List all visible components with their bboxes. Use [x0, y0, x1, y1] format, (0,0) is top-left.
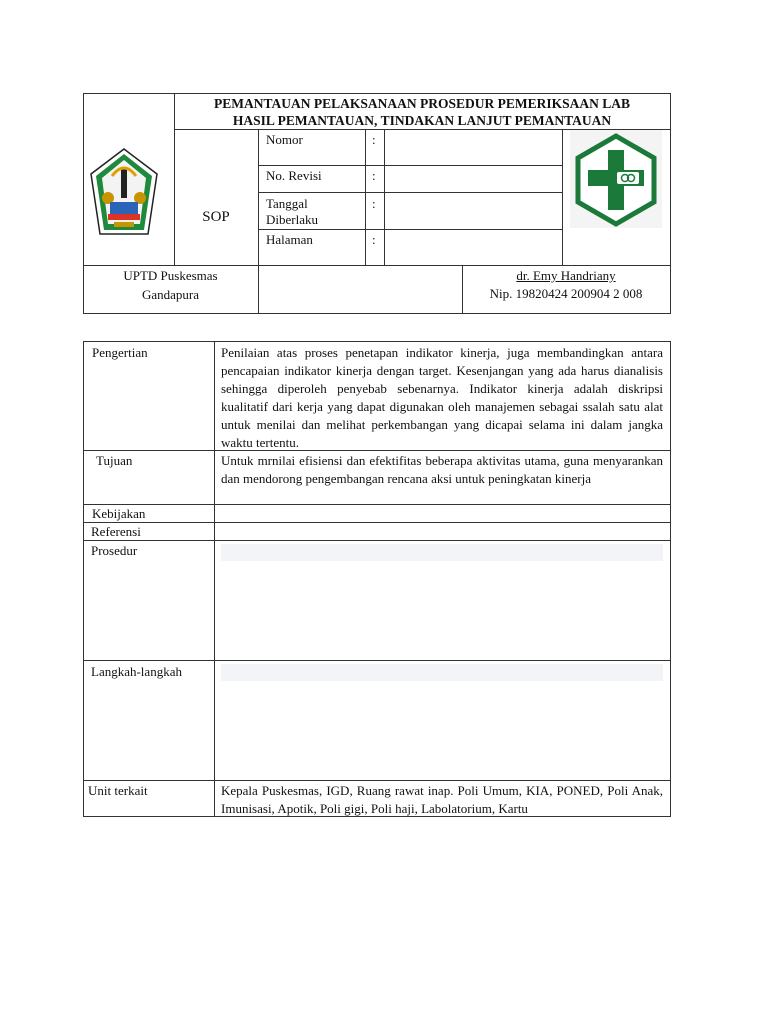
field-tanggal-label-line1: Tanggal	[266, 196, 308, 211]
field-nomor-colon: :	[372, 132, 376, 147]
langkah-empty-field	[221, 664, 663, 681]
field-nomor-label: Nomor	[266, 132, 303, 147]
field-halaman-label: Halaman	[266, 232, 313, 247]
tujuan-text: Untuk mrnilai efisiensi dan efektifitas beberapa aktivitas utama, guna menyarankan dan mendorong pengembangan rencana aksi untuk peningkatan kinerja	[221, 453, 663, 486]
pengertian-text: Penilaian atas proses penetapan indikator kinerja, juga membandingkan antara pencapaian indikator kinerja dengan target. Kesenjangan yang ada harus dianalisis sehingga diperoleh penyebab sebenarnya. Indikator kinerja adalah diskripsi kualitatif dari kerja yang dapat digunakan oleh manajemen sebagai ssalah satu alat untuk menilai dan melihat perkembangan yang dicapai selama ini dalam jangka waktu tertentu.	[221, 345, 663, 450]
field-tanggal-colon: :	[372, 196, 376, 211]
sop-label: SOP	[202, 209, 230, 225]
langkah-label: Langkah-langkah	[91, 664, 182, 679]
tujuan-label: Tujuan	[96, 453, 133, 468]
signer-name: dr. Emy Handriany	[516, 268, 616, 283]
prosedur-empty-field	[221, 544, 663, 561]
document-title-line1: PEMANTAUAN PELAKSANAAN PROSEDUR PEMERIKSAAN LAB	[213, 96, 631, 111]
puskesmas-logo-icon	[570, 130, 662, 228]
pengertian-label: Pengertian	[92, 345, 148, 360]
signer-nip: Nip. 19820424 200904 2 008	[489, 286, 643, 301]
prosedur-label: Prosedur	[91, 543, 138, 558]
unit-terkait-text: Kepala Puskesmas, IGD, Ruang rawat inap. Poli Umum, KIA, PONED, Poli Anak, Imunisasi, Apotik, Poli gigi, Poli haji, Labolatorium, Kartu	[221, 783, 663, 816]
regional-emblem-icon	[88, 146, 160, 240]
org-name-line2: Gandapura	[141, 287, 200, 302]
unit-terkait-label: Unit terkait	[88, 783, 148, 798]
document-title-line2: HASIL PEMANTAUAN, TINDAKAN LANJUT PEMANTAUAN	[232, 113, 612, 128]
field-revisi-label: No. Revisi	[266, 168, 322, 183]
field-tanggal-label-line2: Diberlaku	[266, 212, 318, 227]
kebijakan-label: Kebijakan	[92, 506, 146, 521]
field-revisi-colon: :	[372, 168, 376, 183]
field-halaman-colon: :	[372, 232, 376, 247]
referensi-label: Referensi	[91, 524, 141, 539]
org-name-line1: UPTD Puskesmas	[123, 268, 218, 283]
